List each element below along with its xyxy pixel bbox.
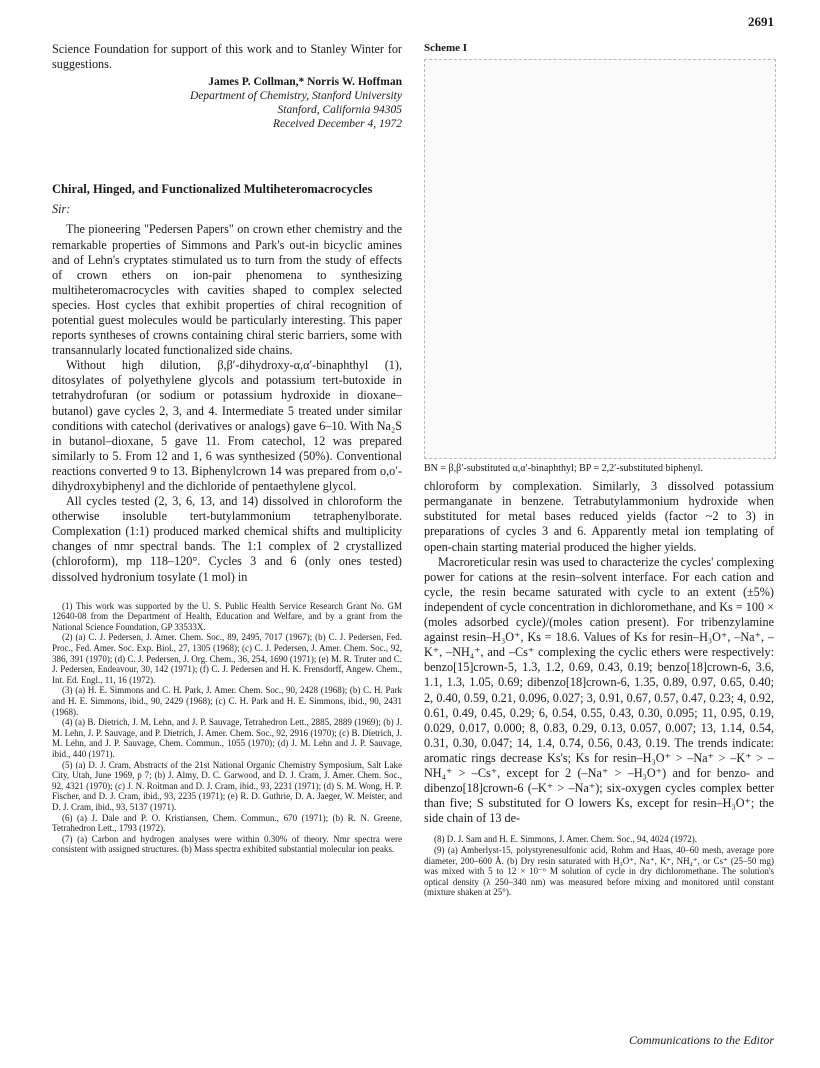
paragraph: Without high dilution, β,β′-dihydroxy-α,α′-binaphthyl (1), ditosylates of polyethylene glycols and potassium tert-butoxide in tetrahydrofuran (or sodium or potassium hydroxide in dioxane–butanol) gave cycles 2, 3, and 4. Intermediate 5 treated under similar conditions with catechol (derivatives or analogs) gave 6–10. With Na₂S in butanol–dioxane, 5 gave 11. From catechol, 12 was prepared similarly to 5. From 12 and 1, 6 was synthesized (50%). Conventional reactions converted 9 to 13. Biphenylcrown 14 was prepared from o,o′-dihydroxybiphenyl and the dichloride of pentaethylene glycol. bbox=[52, 358, 402, 493]
left-column bbox=[52, 42, 402, 855]
left-body bbox=[52, 222, 402, 584]
journal-section-footer: Communications to the Editor bbox=[629, 1033, 774, 1047]
page-number: 2691 bbox=[748, 14, 774, 29]
paragraph: Macroreticular resin was used to characterize the cycles' complexing power for cations at the resin–solvent interface. For each cation and cycle, the resin became saturated with cycle to an extent (±5%) independent of cycle concentration in dichloromethane, and Ks = 100 × (moles adsorbed cycle)/(moles cation present). For tribenzylamine against resin–H₃O⁺, Ks = 18.6. Values of Ks for resin–H₃O⁺, –Na⁺, –K⁺, –NH₄⁺, and –Cs⁺ complexing the cyclic ethers were respectively: benzo[15]crown-5, 1.3, 1.2, 0.69, 0.43, 0.19; benzo[18]crown-6, 3.6, 1.1, 1.3, 1.05, 0.69; dibenzo[18]crown-6, 1.35, 0.89, 0.97, 0.65, 0.40; 2, 0.40, 0.59, 0.21, 0.096, 0.027; 3, 0.91, 0.67, 0.57, 0.47, 0.23; 4, 0.92, 0.61, 0.49, 0.45, 0.29; 6, 0.54, 0.55, 0.43, 0.30, 0.095; 11, 0.95, 0.19, 0.029, 0.017, 0.000; 8, 0.83, 0.29, 0.13, 0.057, 0.007; 13, 1.14, 0.54, 0.31, 0.30, 0.047; 14, 1.4, 0.74, 0.56, 0.43, 0.19. The trends indicate: aromatic rings decrease Ks's; Ks for resin–H₃O⁺ > –Na⁺ > –K⁺ > –NH₄⁺ > –Cs⁺, except for 2 (–Na⁺ > –H₃O⁺) and for benzo- and dibenzo[18]crown-6 (–K⁺ > –Na⁺); six-oxygen cycles complex better than five; S substituted for O lowers Ks, except for resin–H₃O⁺; the side chain of 13 de- bbox=[424, 554, 774, 826]
right-column bbox=[424, 42, 774, 898]
affiliation-line: Stanford, California 94305 bbox=[277, 104, 402, 117]
received-date: Received December 4, 1972 bbox=[273, 118, 402, 131]
footnote: (6) (a) J. Dale and P. O. Kristiansen, Chem. Commun., 670 (1971); (b) R. N. Greene, Tetrahedron Lett., 1793 (1972). bbox=[52, 812, 402, 834]
scheme-title: Scheme I bbox=[424, 42, 468, 54]
footnote: (2) (a) C. J. Pedersen, J. Amer. Chem. Soc., 89, 2495, 7017 (1967); (b) C. J. Pedersen, Fed. Proc., Fed. Amer. Soc. Exp. Biol., 27, 1305 (1968); (c) C. J. Pedersen, J. Amer. Chem. Soc., 92, 386, 391 (1970); (d) C. J. Pedersen, J. Org. Chem., 36, 254, 1690 (1971); (e) M. R. Truter and C. J. Pedersen, Endeavour, 30, 142 (1971); (f) C. J. Pedersen and H. K. Frensdorff, Angew. Chem., Int. Ed. Engl., 11, 16 (1972). bbox=[52, 632, 402, 685]
article-title: Chiral, Hinged, and Functionalized Multiheteromacrocycles bbox=[52, 182, 373, 197]
affiliation bbox=[52, 89, 402, 131]
footnote: (8) D. J. Sam and H. E. Simmons, J. Amer. Chem. Soc., 94, 4024 (1972). bbox=[434, 834, 697, 845]
footnotes-right bbox=[424, 834, 774, 898]
acknowledgement: Science Foundation for support of this work and to Stanley Winter for suggestions. bbox=[52, 42, 402, 71]
footnotes-left bbox=[52, 601, 402, 855]
scheme-figure-placeholder bbox=[424, 59, 776, 459]
footnote: (4) (a) B. Dietrich, J. M. Lehn, and J. P. Sauvage, Tetrahedron Lett., 2885, 2889 (1969); (b) J. M. Lehn, J. P. Sauvage, and P. Dietrich, J. Amer. Chem. Soc., 92, 2916 (1970); (c) B. Dietrich, J. M. Lehn, and J. P. Sauvage, Chem. Commun., 1055 (1970); (d) J. M. Lehn and J. P. Sauvage, ibid., 440 (1971). bbox=[52, 717, 402, 759]
footnote: (1) This work was supported by the U. S. Public Health Service Research Grant No. GM 12640-08 from the Department of Health, Education and Welfare, and by a grant from the National Science Foundation, GP 33533X. bbox=[52, 600, 402, 632]
paragraph: All cycles tested (2, 3, 6, 13, and 14) dissolved in chloroform the otherwise insoluble tert-butylammonium tetraphenylborate. Complexation (1:1) produced marked chemical shifts and multiplicity changes of nmr spectral bands. The 1:1 complex of 2 crystallized (chloroform), mp 118–120°. Cycles 3 and 6 (only ones tested) dissolved hydronium tosylate (1 mol) in bbox=[52, 494, 402, 584]
right-body bbox=[424, 479, 774, 826]
paragraph: chloroform by complexation. Similarly, 3 dissolved potassium permanganate in benzene. Tetrabutylammonium hydroxide when substituted for metal bases reduced yields (factor ~2 to 3) in preparations of cycles 3 and 6. Apparently metal ion templating of open-chain starting material produced the higher yields. bbox=[424, 479, 774, 554]
footnote: (5) (a) D. J. Cram, Abstracts of the 21st National Organic Chemistry Symposium, Salt Lake City, Utah, June 1969, p 7; (b) J. Almy, D. C. Garwood, and D. J. Cram, J. Amer. Chem. Soc., 92, 4321 (1970); (c) J. N. Roitman and D. J. Cram, ibid., 93, 2231 (1971); (d) S. M. Wong, H. P. Fischer, and D. J. Cram, ibid., 93, 2235 (1971); (e) R. D. Guthrie, D. A. Jaeger, W. Meister, and D. J. Cram, ibid., 93, 5137 (1971). bbox=[52, 759, 402, 812]
paragraph: The pioneering "Pedersen Papers" on crown ether chemistry and the remarkable properties of Simmons and Park's out-in bicyclic amines and of Lehn's cryptates stimulated us to turn from the study of effects of crown ethers on ion-pair phenomena to synthesizing multiheteromacrocycles with cavities shaped to complex selected species. Host cycles that exhibit properties of chiral recognition of potential guest molecules would be particularly interesting. This paper reports syntheses of crowns containing chiral steric barriers, some with transannularly located functionalized side chains. bbox=[52, 222, 402, 358]
scheme-note: BN = β,β′-substituted α,α′-binaphthyl; BP = 2,2′-substituted biphenyl. bbox=[424, 463, 703, 475]
footnote: (3) (a) H. E. Simmons and C. H. Park, J. Amer. Chem. Soc., 90, 2428 (1968); (b) C. H. Park and H. E. Simmons, ibid., 90, 2429 (1968); (c) C. H. Park and H. E. Simmons, ibid., 90, 2431 (1968). bbox=[52, 685, 402, 717]
footnote: (9) (a) Amberlyst-15, polystyrenesulfonic acid, Rohm and Haas, 40–60 mesh, average pore diameter, 200–600 Å. (b) Dry resin saturated with H₃O⁺, Na⁺, K⁺, NH₄⁺, or Cs⁺ (25–50 mg) was mixed with 5 to 12 × 10⁻⁶ M solution of cycle in dry dichloromethane. The solution's optical density (λ 250–340 nm) was measured before mixing and monitored until constant (mixture shaken at 25°). bbox=[424, 844, 774, 898]
authors: James P. Collman,* Norris W. Hoffman bbox=[208, 76, 402, 88]
affiliation-line: Department of Chemistry, Stanford University bbox=[190, 90, 402, 103]
footnote: (7) (a) Carbon and hydrogen analyses were within 0.30% of theory. Nmr spectra were consistent with assigned structures. (b) Mass spectra exhibited substantial molecular ion peaks. bbox=[52, 833, 402, 855]
salutation: Sir: bbox=[52, 202, 71, 217]
